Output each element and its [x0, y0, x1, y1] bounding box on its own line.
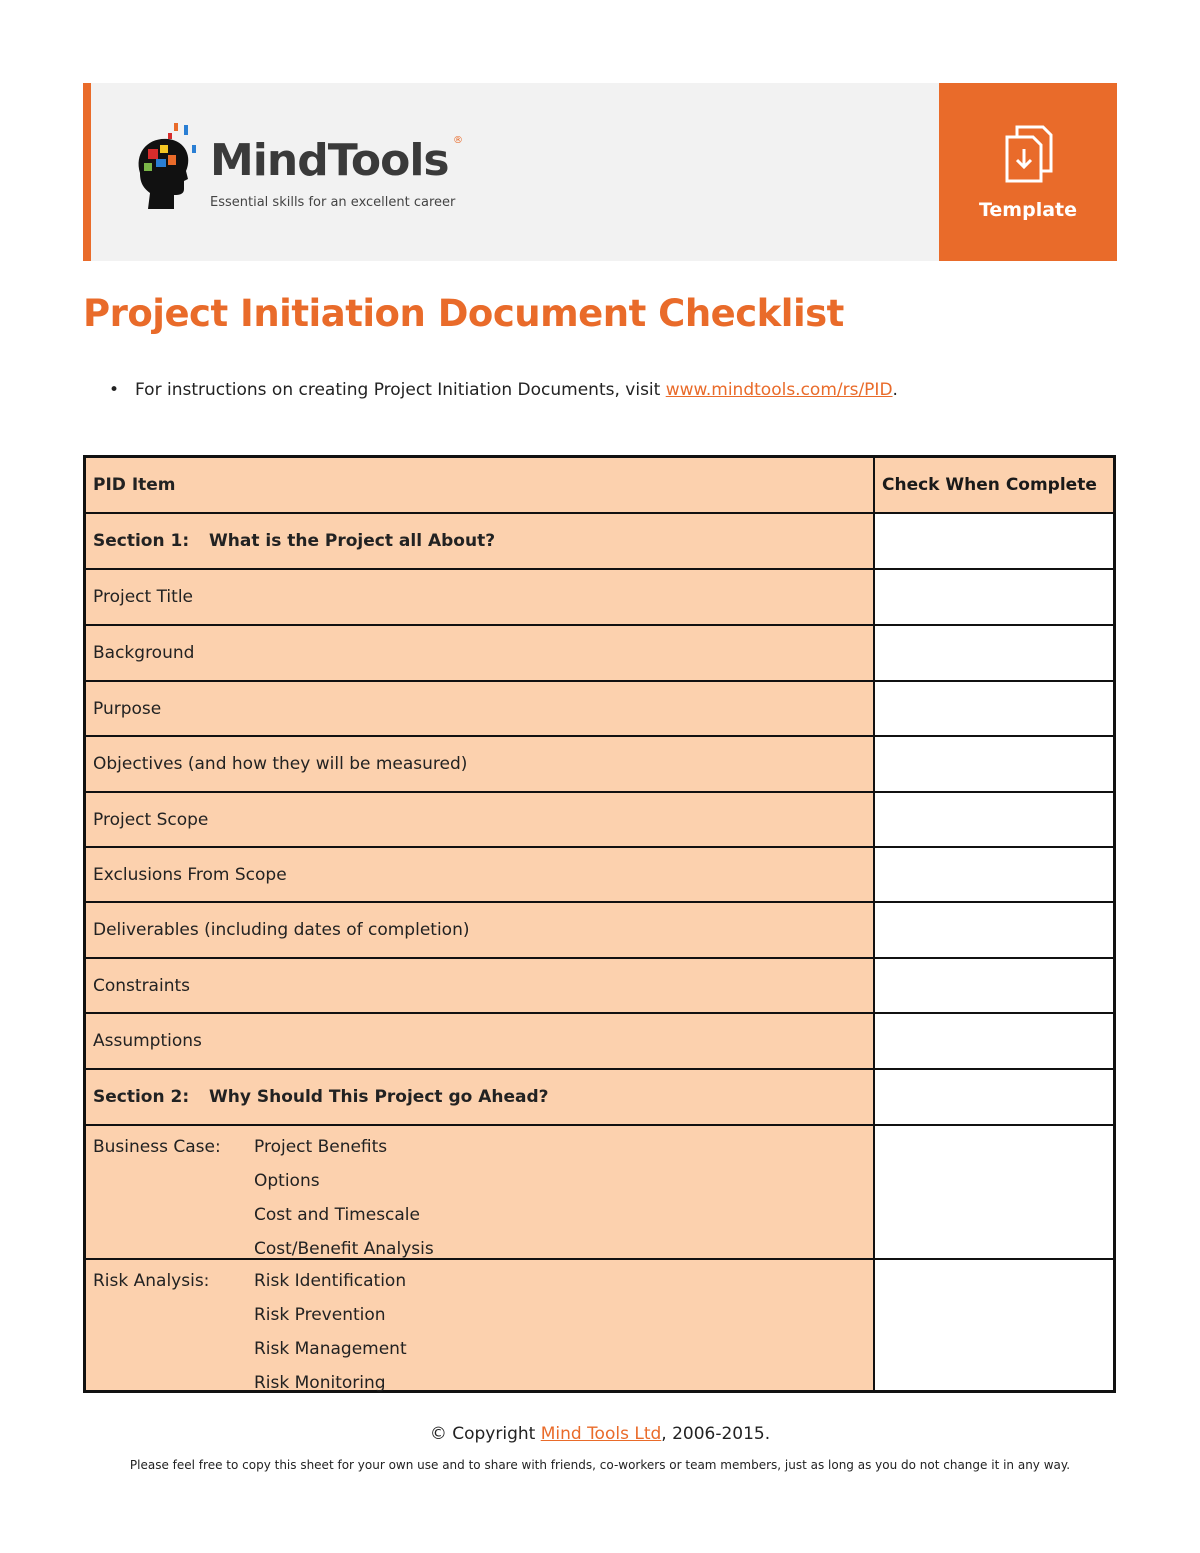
risk-analysis-cell — [86, 1260, 875, 1393]
copyright-prefix: © Copyright — [429, 1424, 541, 1444]
business-case-label: Business Case: — [93, 1137, 221, 1157]
accent-bar — [83, 83, 91, 261]
table-row — [86, 791, 1113, 846]
item-assumptions: Assumptions — [86, 1014, 875, 1068]
business-case-cell — [86, 1126, 875, 1258]
item-constraints: Constraints — [86, 959, 875, 1012]
check-cell[interactable] — [875, 682, 1113, 735]
item-project-scope: Project Scope — [86, 793, 875, 846]
risk-analysis-label: Risk Analysis: — [93, 1271, 210, 1291]
pid-link[interactable]: www.mindtools.com/rs/PID — [665, 380, 893, 400]
risk-analysis-item: Risk Prevention — [254, 1305, 386, 1325]
check-cell[interactable] — [875, 514, 1113, 568]
section-2-title: Why Should This Project go Ahead? — [209, 1087, 549, 1107]
registered-mark: ® — [453, 135, 463, 146]
section-1-title: What is the Project all About? — [209, 531, 496, 551]
table-row — [86, 901, 1113, 957]
table-row — [86, 680, 1113, 735]
check-cell[interactable] — [875, 959, 1113, 1012]
check-cell[interactable] — [875, 1260, 1113, 1390]
bullet: • — [109, 380, 120, 400]
header-check-when-complete: Check When Complete — [875, 458, 1113, 512]
section-1-number: Section 1: — [93, 531, 190, 551]
head-logo-icon — [130, 123, 202, 213]
section-2-row — [86, 1068, 1113, 1124]
table-row — [86, 568, 1113, 624]
item-background: Background — [86, 626, 875, 680]
section-1-row — [86, 512, 1113, 568]
table-row — [86, 957, 1113, 1012]
table-row — [86, 735, 1113, 791]
section-2-number: Section 2: — [93, 1087, 190, 1107]
check-cell[interactable] — [875, 1070, 1113, 1124]
template-label: Template — [978, 199, 1078, 221]
brand-tagline: Essential skills for an excellent career — [210, 195, 456, 210]
check-cell[interactable] — [875, 848, 1113, 901]
pid-checklist-table — [83, 455, 1116, 1393]
item-project-title: Project Title — [86, 570, 875, 624]
item-exclusions: Exclusions From Scope — [86, 848, 875, 901]
check-cell[interactable] — [875, 793, 1113, 846]
mindtools-logo[interactable] — [130, 123, 470, 213]
check-cell[interactable] — [875, 737, 1113, 791]
business-case-item: Cost and Timescale — [254, 1205, 420, 1225]
header-banner — [83, 83, 1117, 261]
table-row — [86, 624, 1113, 680]
item-objectives: Objectives (and how they will be measured) — [86, 737, 875, 791]
risk-analysis-row — [86, 1258, 1113, 1393]
business-case-item: Options — [254, 1171, 320, 1191]
business-case-item: Cost/Benefit Analysis — [254, 1239, 434, 1259]
check-cell[interactable] — [875, 626, 1113, 680]
header-pid-item: PID Item — [86, 458, 875, 512]
business-case-row — [86, 1124, 1113, 1258]
template-badge[interactable] — [939, 83, 1117, 261]
instruction-suffix: . — [892, 380, 898, 400]
copyright-line — [0, 1424, 1200, 1444]
mindtools-link[interactable]: Mind Tools Ltd — [540, 1424, 662, 1444]
download-document-icon — [1001, 123, 1055, 183]
table-row — [86, 1012, 1113, 1068]
check-cell[interactable] — [875, 903, 1113, 957]
copyright-suffix: , 2006-2015. — [661, 1424, 771, 1444]
risk-analysis-item: Risk Management — [254, 1339, 407, 1359]
risk-analysis-item: Risk Monitoring — [254, 1373, 386, 1393]
table-header-row — [86, 458, 1113, 512]
page-title: Project Initiation Document Checklist — [83, 292, 844, 335]
section-2-heading — [86, 1070, 875, 1124]
item-deliverables: Deliverables (including dates of completion) — [86, 903, 875, 957]
section-1-heading — [86, 514, 875, 568]
usage-note: Please feel free to copy this sheet for your own use and to share with friends, co-workers or team members, just as long as you do not change it in any way. — [129, 1458, 1071, 1472]
instruction-text: For instructions on creating Project Initiation Documents, visit — [135, 380, 666, 400]
risk-analysis-item: Risk Identification — [254, 1271, 407, 1291]
table-row — [86, 846, 1113, 901]
check-cell[interactable] — [875, 570, 1113, 624]
brand-name: MindTools — [210, 135, 449, 186]
check-cell[interactable] — [875, 1126, 1113, 1258]
check-cell[interactable] — [875, 1014, 1113, 1068]
item-purpose: Purpose — [86, 682, 875, 735]
business-case-item: Project Benefits — [254, 1137, 388, 1157]
